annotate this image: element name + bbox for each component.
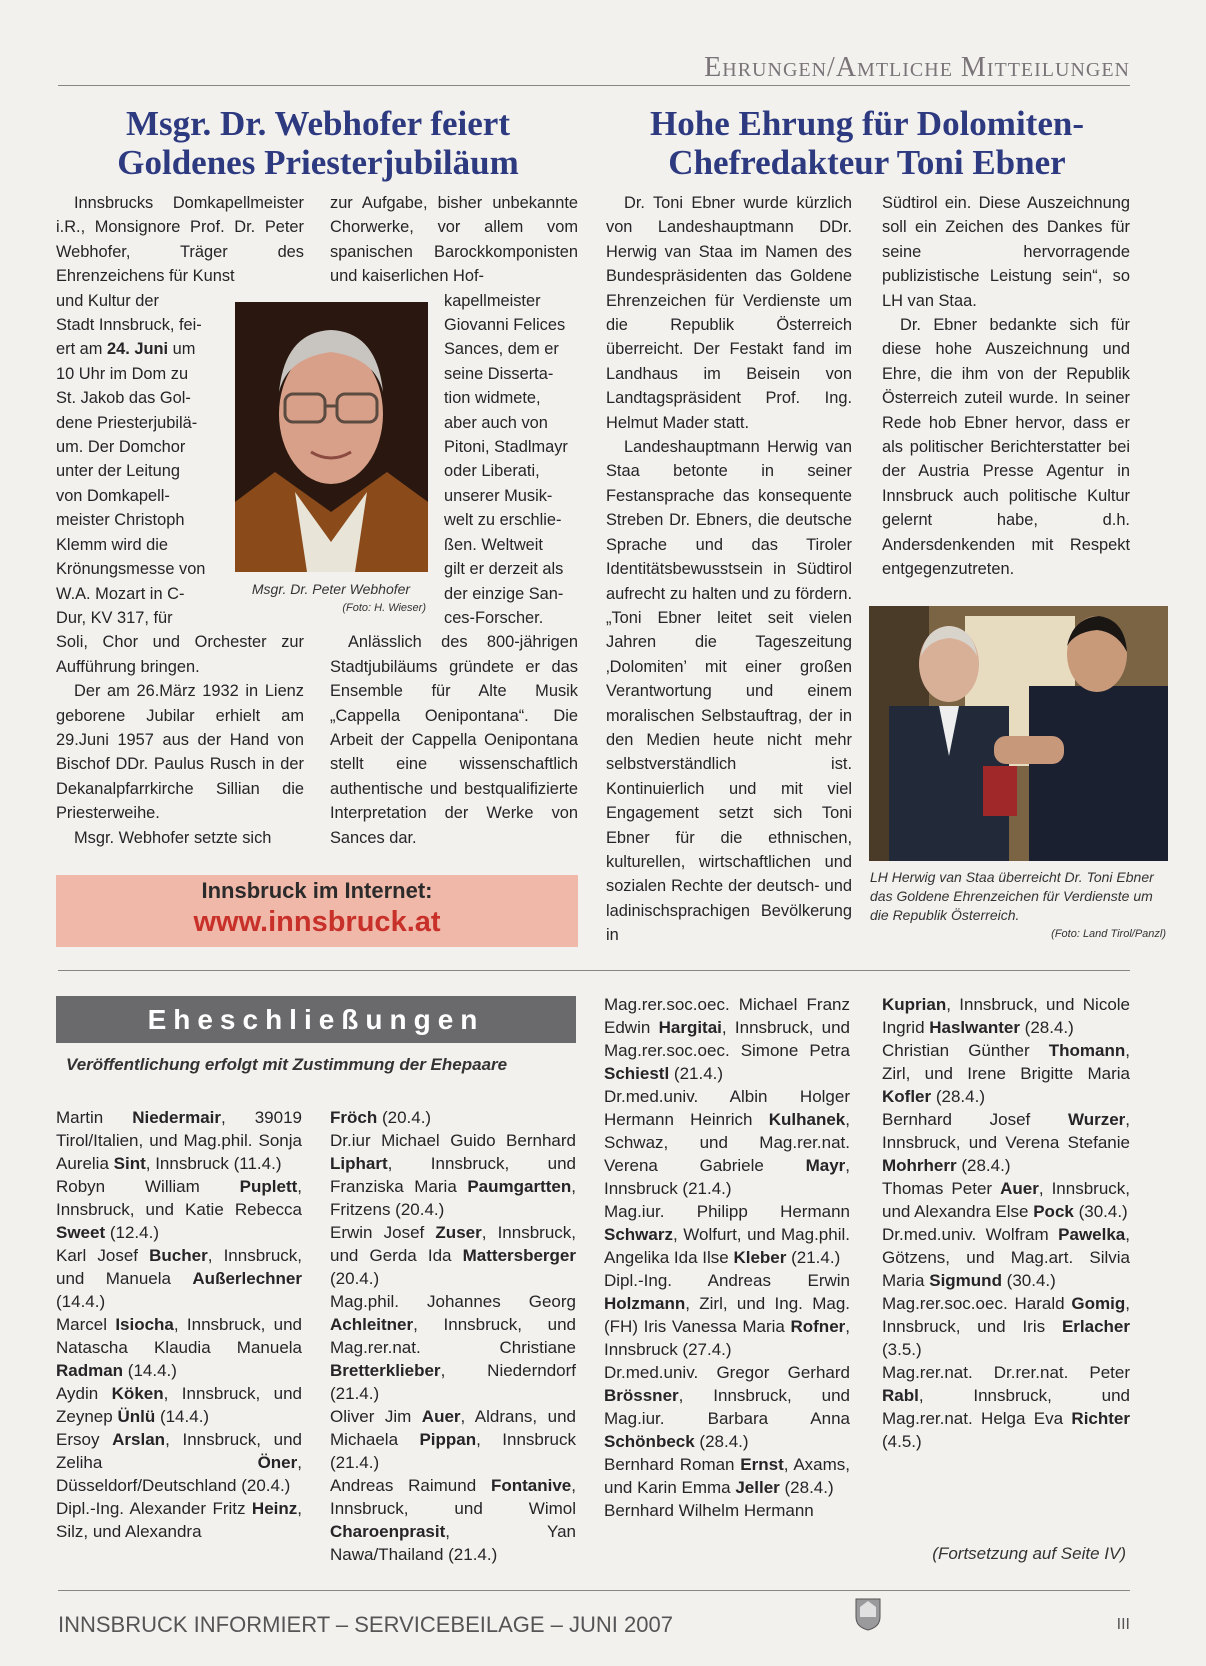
article2-col2 (882, 191, 1130, 582)
wrap-line-date: ert am 24. Juni um (56, 340, 196, 359)
article1-col1-para-a: Innsbrucks Domkapellmeister i.R., Monsignore Prof. Dr. Peter Webhofer, Träger des Ehrenzeichens für Kunst (56, 194, 304, 286)
article1-col1-para-c: Soli, Chor und Orchester zur Aufführung bringen. (56, 633, 304, 676)
wrap-line: und Kultur der (56, 291, 159, 310)
marriage-entry: Dr.med.univ. Wolfram Pawelka, Götzens, und Mag.art. Silvia Maria Sigmund (30.4.) (882, 1225, 1130, 1290)
article2-col1-para-b: Landeshauptmann Herwig van Staa betonte in seiner Festansprache das konsequente Streben Dr. Ebners, die deutsche Sprache und das Tiroler Identitätsbewusstsein in Südtirol aufrecht zu halten und zu fördern. „Toni Ebner leitet seit vielen Jahren die Tageszeitung ‚Dolomiten’ mit einer großen Verantwortung und einem moralischen Selbstauftrag, der in den Medien heute nicht mehr selbstverständlich ist. Kontinuierlich und mit viel Engagement setzt sich Toni Ebner für die ethnischen, kulturellen, wirtschaftlichen und sozialen Rechte der deutsch- und ladinischsprachigen Bevölkerung in (606, 438, 852, 945)
marriage-entry: Dipl.-Ing. Andreas Erwin Holzmann, Zirl, und Ing. Mag. (FH) Iris Vanessa Maria Rofner, Innsbruck (27.4.) (604, 1271, 850, 1359)
section-header: Ehrungen/Amtliche Mitteilungen (704, 52, 1130, 83)
section-divider (58, 970, 1130, 971)
wrap-line: tion widmete, (444, 389, 541, 408)
marriage-entry: Ersoy Arslan, Innsbruck, und Zeliha Öner, Düsseldorf/Deutschland (20.4.) (56, 1430, 302, 1495)
wrap-line: kapellmeister (444, 291, 541, 310)
wrap-line: ces-Forscher. (444, 608, 544, 627)
marriage-entry: Dr.med.univ. Albin Holger Hermann Heinrich Kulhanek, Schwaz, und Mag.rer.nat. Verena Gabriele Mayr, Innsbruck (21.4.) (604, 1087, 850, 1198)
marriage-entry: Robyn William Puplett, Innsbruck, und Katie Rebecca Sweet (12.4.) (56, 1177, 302, 1242)
marriage-entry: Dr.iur Michael Guido Bernhard Liphart, Innsbruck, und Franziska Maria Paumgartten, Fritzens (20.4.) (330, 1131, 576, 1219)
marriage-entry: Erwin Josef Zuser, Innsbruck, und Gerda Ida Mattersberger (20.4.) (330, 1223, 577, 1288)
marriage-entry: Marcel Isiocha, Innsbruck, und Natascha Klaudia Manuela Radman (14.4.) (56, 1315, 303, 1380)
continuation-note: (Fortsetzung auf Seite IV) (932, 1544, 1126, 1563)
caption-text: LH Herwig van Staa überreicht Dr. Toni Ebner das Goldene Ehrenzeichen für Verdienste um die Republik Österreich. (870, 869, 1154, 923)
marriage-entry: Andreas Raimund Fontanive, Innsbruck, und Wimol Charoenprasit, Yan Nawa/Thailand (21.4.) (330, 1476, 576, 1564)
marriage-entry: Mag.phil. Johannes Georg Achleitner, Innsbruck, und Mag.rer.nat. Christiane Bretterklieber, Niederndorf (21.4.) (330, 1292, 576, 1403)
wrap-line: oder Liberati, (444, 462, 540, 481)
award-photo (869, 606, 1168, 861)
photo-credit: (Foto: Land Tirol/Panzl) (1051, 928, 1166, 940)
wrap-line: meister Christoph (56, 511, 185, 530)
marriage-entry: Mag.iur. Philipp Hermann Schwarz, Wolfurt, und Mag.phil. Angelika Ida Ilse Kleber (21.4.) (604, 1202, 850, 1267)
wrap-line: Stadt Innsbruck, fei- (56, 316, 202, 335)
promo-title: Innsbruck im Internet: (201, 878, 433, 903)
article1-col2-para-a: zur Aufgabe, bisher unbekannte Chorwerke, vor allem vom spanischen Barockkomponisten und kaiserlichen Hof- (330, 194, 578, 286)
footer-title: INNSBRUCK INFORMIERT – SERVICEBEILAGE – JUNI 2007 (58, 1612, 673, 1637)
wrap-line: Pitoni, Stadlmayr (444, 438, 568, 457)
city-crest-icon (854, 1597, 882, 1631)
marriage-entry: Dipl.-Ing. Alexander Fritz Heinz, Silz, und Alexandra (56, 1499, 302, 1541)
caption-text: Msgr. Dr. Peter Webhofer (251, 581, 411, 597)
marriage-entry: Thomas Peter Auer, Innsbruck, und Alexandra Else Pock (30.4.) (882, 1179, 1130, 1221)
promo-url-link[interactable]: www.innsbruck.at (193, 906, 441, 938)
wrap-line: Sances, dem er (444, 340, 559, 359)
marriage-entry: Mag.rer.soc.oec. Michael Franz Edwin Hargitai, Innsbruck, und Mag.rer.soc.oec. Simone Petra Schiestl (21.4.) (604, 995, 850, 1083)
award-caption (870, 868, 1166, 944)
header-rule (58, 85, 1130, 86)
marriage-entry: Christian Günther Thomann, Zirl, und Irene Brigitte Maria Kofler (28.4.) (882, 1041, 1130, 1106)
marriage-entry: Bernhard Josef Wurzer, Innsbruck, und Verena Stefanie Mohrherr (28.4.) (882, 1110, 1130, 1175)
wrap-line: der einzige San- (444, 584, 564, 603)
marriage-entry: Oliver Jim Auer, Aldrans, und Michaela Pippan, Innsbruck (21.4.) (330, 1407, 576, 1472)
marriage-entry: Mag.rer.nat. Dr.rer.nat. Peter Rabl, Innsbruck, und Mag.rer.nat. Helga Eva Richter (4.5.) (882, 1363, 1130, 1451)
article2-headline-line2: Chefredakteur Toni Ebner (668, 143, 1066, 182)
internet-promo[interactable] (56, 875, 578, 947)
wrap-line: unserer Musik- (444, 486, 553, 505)
article1-col2-wrap (444, 289, 578, 631)
webhofer-caption (236, 580, 426, 618)
wrap-line: Dur, KV 317, für (56, 608, 173, 627)
marriage-col (330, 1106, 576, 1566)
wrap-line: um. Der Domchor (56, 438, 186, 457)
marriage-col (882, 993, 1130, 1453)
wrap-line: 10 Uhr im Dom zu (56, 364, 189, 383)
article1-headline-line1: Msgr. Dr. Webhofer feiert (126, 104, 510, 143)
marriage-entry: Karl Josef Bucher, Innsbruck, und Manuela Außerlechner (14.4.) (56, 1246, 303, 1311)
wrap-line: W.A. Mozart in C- (56, 584, 185, 603)
wrap-line: von Domkapell- (56, 486, 170, 505)
wrap-line: dene Priesterjubilä- (56, 413, 198, 432)
marriage-entry: Mag.rer.soc.oec. Harald Gomig, Innsbruck, und Iris Erlacher (3.5.) (882, 1294, 1130, 1359)
article1-col2-para-c: Anlässlich des 800-jährigen Stadtjubiläums gründete er das Ensemble für Alte Musik „Cappella Oenipontana“. Die Arbeit der Cappella Oenipontana stellt eine wissenschaftlich authentische und bestqualifizierte Interpretation der Werke von Sances dar. (330, 633, 578, 847)
wrap-line: seine Disserta- (444, 364, 554, 383)
marriage-entry: Aydin Köken, Innsbruck, und Zeynep Ünlü (14.4.) (56, 1384, 302, 1426)
marriage-entry: Bernhard Wilhelm Hermann (604, 1501, 814, 1520)
article1-col1-para-d: Der am 26.März 1932 in Lienz geborene Jubilar erhielt am 29.Juni 1957 aus der Hand von Bischof DDr. Paulus Rusch in der Dekanalpfarrkirche Sillian die Priesterweihe. (56, 682, 304, 823)
article2-col2-para-b: Dr. Ebner bedankte sich für diese hohe Auszeichnung und Ehre, die ihm von der Republik Österreich zuteil wurde. In seiner Rede hob Ebner hervor, dass er als politischer Berichterstatter bei der Austria Presse Agentur in Innsbruck auch politische Kultur gelernt habe, d.h. Andersdenkenden mit Respekt entgegenzutreten. (882, 316, 1130, 579)
article2-col1 (606, 191, 852, 948)
article2-col1-para-a: Dr. Toni Ebner wurde kürzlich von Landeshauptmann DDr. Herwig van Staa im Namen des Bundespräsidenten das Goldene Ehrenzeichen für Verdienste um die Republik Österreich überreicht. Der Festakt fand im Landhaus im Beisein von Landtagspräsident Prof. Ing. Helmut Mader statt. (606, 194, 852, 432)
webhofer-photo (235, 302, 428, 572)
marriage-col (56, 1106, 302, 1543)
marriage-entry: Fröch (20.4.) (330, 1108, 432, 1127)
date-bold: 24. Juni (107, 340, 169, 359)
article2-col2-para-a: Südtirol ein. Diese Auszeichnung soll ein Zeichen des Dankes für seine hervorragende publizistische Leistung sein“, so LH van Staa. (882, 194, 1130, 310)
footer-rule (58, 1590, 1130, 1591)
marriage-col (604, 993, 850, 1522)
marriages-banner: Eheschließungen (56, 996, 576, 1043)
marriage-entry: Kuprian, Innsbruck, und Nicole Ingrid Haslwanter (28.4.) (882, 995, 1130, 1037)
wrap-line: ßen. Weltweit (444, 535, 543, 554)
marriage-entry: Bernhard Roman Ernst, Axams, und Karin Emma Jeller (28.4.) (604, 1455, 851, 1497)
wrap-line: welt zu erschlie- (444, 511, 562, 530)
page-number: III (1116, 1616, 1130, 1633)
marriage-entry: Martin Niedermair, 39019 Tirol/Italien, und Mag.phil. Sonja Aurelia Sint, Innsbruck (11.4.) (56, 1108, 302, 1173)
article2-headline-line1: Hohe Ehrung für Dolomiten- (650, 104, 1084, 143)
article1-headline-line2: Goldenes Priesterjubiläum (117, 143, 519, 182)
wrap-line: Klemm wird die (56, 535, 169, 554)
article1-headline (58, 104, 578, 182)
wrap-line: Giovanni Felices (444, 316, 566, 335)
marriages-note: Veröffentlichung erfolgt mit Zustimmung der Ehepaare (66, 1055, 508, 1074)
wrap-line: Krönungsmesse von (56, 560, 206, 579)
wrap-line: aber auch von (444, 413, 548, 432)
article2-headline (604, 104, 1130, 182)
marriage-entry: Dr.med.univ. Gregor Gerhard Brössner, Innsbruck, und Mag.iur. Barbara Anna Schönbeck (28.4.) (604, 1363, 850, 1451)
wrap-line: St. Jakob das Gol- (56, 389, 191, 408)
photo-credit: (Foto: H. Wieser) (342, 602, 426, 614)
article1-col1-wrap (56, 289, 218, 631)
wrap-line: gilt er derzeit als (444, 560, 564, 579)
article1-col1-para-e: Msgr. Webhofer setzte sich (74, 828, 272, 847)
wrap-line: unter der Leitung (56, 462, 180, 481)
